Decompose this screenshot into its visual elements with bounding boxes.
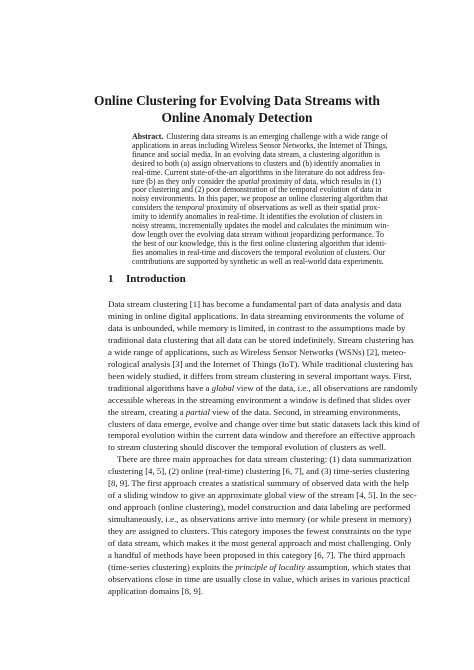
section-title: Introduction [126,273,186,285]
body-line [108,406,401,418]
text-run: ond approach (online clustering), model construction and data labeling are performed [108,502,411,513]
abstract-line [132,256,384,267]
text-run: been widely studied, it differs from stream clustering in several important ways. First, [108,370,412,381]
body-line [108,370,412,382]
text-run: desired to both (a) assign observations to clusters and (b) identify anomalies in [132,158,381,168]
text-run: noisy environments. In this paper, we propose an online clustering algorithm that [132,194,388,204]
body-line [108,453,412,465]
body-line [108,298,402,310]
body-line [108,346,407,358]
text-run: proximity of data, which results in (1) [259,176,382,186]
text-run: Clustering data streams is an emerging challenge with a wide range of [166,132,388,141]
section-number: 1 [108,273,114,285]
body-line [108,489,417,501]
text-run: poor clustering and (2) poor demonstration of the temporal evolution of data in [132,185,382,195]
text-run: imity to identify anomalies in real-time. It identifies the evolution of clusters in [132,212,383,222]
text-run: clusters of data emerge, evolve and change over time but static datasets lack this kind of [108,418,420,429]
body-line [108,358,413,370]
text-run: temporal evolution within the current data window and therefore an effective approach [108,430,416,441]
text-run: view of the data. Second, in streaming environments, [209,406,401,417]
body-line [108,537,412,549]
body-line [108,394,411,406]
text-run: ture (b) as they only consider the [132,176,238,186]
body-line [108,429,416,441]
text-run: noisy streams, incrementally updates the model and calculates the minimum win- [132,221,390,230]
text-run: Data stream clustering [1] has become a fundamental part of data analysis and data [108,299,402,309]
text-run: considers the [132,203,176,213]
text-run: dow length over the evolving data stream without jeopardizing performance. To [132,229,384,239]
text-run: to stream clustering should discover the temporal evolution of clusters as well. [108,442,387,453]
text-run: accessible whereas in the streaming environment a window is defined that slides over [108,394,411,405]
text-run: rological analysis [3] and the Internet of Things (IoT). While traditional clustering has [108,358,413,369]
text-run: traditional algorithms have a [108,382,212,393]
body-line [108,418,420,430]
body-line [108,477,409,489]
text-run: the best of our knowledge, this is the first online clustering algorithm that identi- [132,238,387,248]
section-heading [108,273,186,286]
italic-term: spatial [237,176,260,186]
text-run: fies anomalies in real-time and discovers the temporal evolution of clusters. Our [132,247,386,257]
text-run: real-time. Current state-of-the-art algorithms in the literature do not address fea- [132,167,386,177]
italic-term: global [211,382,235,393]
text-run: view of the data, i.e., all observations are randomly [234,382,418,393]
body-line [108,513,412,525]
text-run: simultaneously, i.e., as observations arrive into memory (or while present in memory) [108,514,412,525]
text-run: a wide range of applications, such as Wireless Sensor Networks (WSNs) [2], meteo- [108,346,407,357]
paper-title [60,92,414,126]
title-line: Online Anomaly Detection [161,110,313,125]
body-line [108,334,414,346]
body-line [108,465,410,477]
text-run: data is unbounded, while memory is limited, in contrast to the assumptions made by [108,322,406,333]
text-run: mining in online digital applications. In data streaming environments the volume of [108,310,404,321]
abstract-label: Abstract. [132,132,164,141]
text-run: finance and social media. In an evolving data stream, a clustering algorithm is [132,149,380,159]
italic-term: partial [185,406,210,417]
text-run: assumption, which states that [304,561,411,572]
text-run: There are three main approaches for data stream clustering: (1) data summarization [117,454,412,465]
body-line [108,310,404,322]
italic-term: temporal [175,203,205,213]
title-line: Online Clustering for Evolving Data Streams with [94,93,380,108]
body-line [108,573,411,585]
text-run: they are assigned to clusters. This category imposes the fewest constraints on the type [108,526,412,537]
text-run: [8, 9]. The first approach creates a statistical summary of observed data with the help [108,478,409,489]
italic-term: principle of locality [235,561,305,572]
text-run: traditional data clustering that all data can be stored indefinitely. Stream clustering has [108,334,414,345]
text-run: application domains [8, 9]. [108,585,204,596]
text-run: of data stream, which makes it the most general approach and most challenging. Only [108,538,412,548]
body-line [108,322,406,334]
text-run: contributions are supported by synthetic as well as real-world data experiments. [132,256,384,266]
body-line [108,561,411,573]
text-run: of a sliding window to give an approximate global view of the stream [4, 5]. In the sec- [108,490,417,501]
text-run: (time-series clustering) exploits the [108,561,236,572]
text-run: a handful of methods have been proposed in this category [6, 7]. The third approach [108,549,405,560]
text-run: clustering [4, 5], (2) online (real-time) clustering [6, 7], and (3) time-series clustering [108,466,410,477]
body-line [108,441,387,453]
body-line [108,549,405,561]
text-run: the stream, creating a [108,406,186,417]
body-line [108,382,418,394]
text-run: applications in areas including Wireless Sensor Networks, the Internet of Things, [132,140,388,150]
text-run: observations close in time are usually close in value, which arises in various practical [108,573,411,584]
text-run: proximity of observations as well as their spatial prox- [204,203,380,213]
body-line [108,525,412,537]
body-line [108,585,367,597]
body-line [108,501,411,513]
